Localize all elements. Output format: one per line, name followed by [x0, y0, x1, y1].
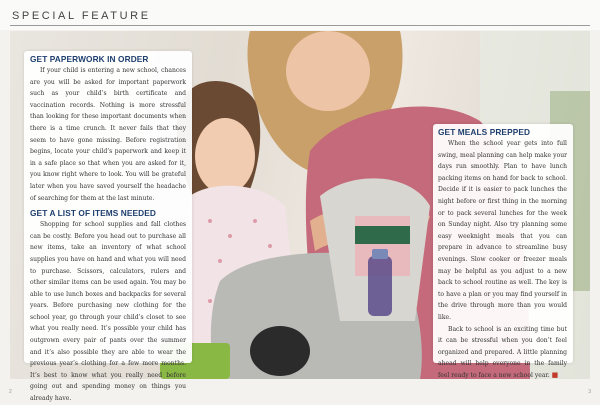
section-label: SPECIAL FEATURE [12, 10, 151, 22]
page-number-right: 3 [588, 389, 591, 395]
page-number-left: 2 [9, 389, 12, 395]
end-mark: ■ [551, 370, 559, 379]
closing-paragraph [438, 324, 567, 382]
header-divider [10, 25, 590, 26]
items-heading: GET A LIST OF ITEMS NEEDED [30, 208, 156, 219]
items-body: Shopping for school supplies and fall clothes can be costly. Before you head out to purchase all new items, take an inventory of what school supplies you have on hand and what you will need to purchase. Scissors, calculators, rulers and other similar items can be used again. You may be able to use lunch boxes and backpacks for several years. Before purchasing new clothing for the school year, go through your child’s closet to see what you really need. It’s possible your child has outgrown every pair of pants over the summer and it’s also possible they are able to wear the previous year’s clothing for a few more months. It’s best to know what you really need before going out and spending money on things you already have. [30, 221, 186, 403]
meals-heading: GET MEALS PREPPED [438, 127, 531, 137]
paperwork-body: If your child is entering a new school, chances are you will be asked for important paperwork such as your child’s birth certificate and vaccination records. Nothing is more stressful than looking for these important documents when there is a time crunch. It never fails that they seem to have gone missing. Before registration begins, locate your child’s paperwork and keep it in a safe place so that when you are asked for it, you know right where to look. You will be grateful later when you have saved yourself the headache of searching for them at the last minute. [30, 67, 186, 202]
closing-text: Back to school is an exciting time but it can be stressful when you don’t feel organized and prepared. A little planning ahead will help everyone in the family feel ready to face a new school year. [438, 325, 567, 379]
paperwork-heading: GET PAPERWORK IN ORDER [30, 54, 149, 64]
left-article-panel [24, 51, 192, 403]
page-header [0, 0, 600, 30]
meals-body: When the school year gets into full swing, meal planning can help make your days run smoothly. Plan to have lunch packing items on hand for back to school. Decide if it is easier to pack lunches the night before or first thing in the morning or to pack several lunches for the week on Sunday night. Also try planning some easy weeknight meals that you can prepare in advance to streamline busy evenings. Slow cooker or freezer meals may be helpful as you adjust to a new back to school routine as well. The key is to have a plan or you may find yourself in the drive through more than you would like. [438, 140, 567, 321]
right-article-panel [433, 124, 573, 379]
